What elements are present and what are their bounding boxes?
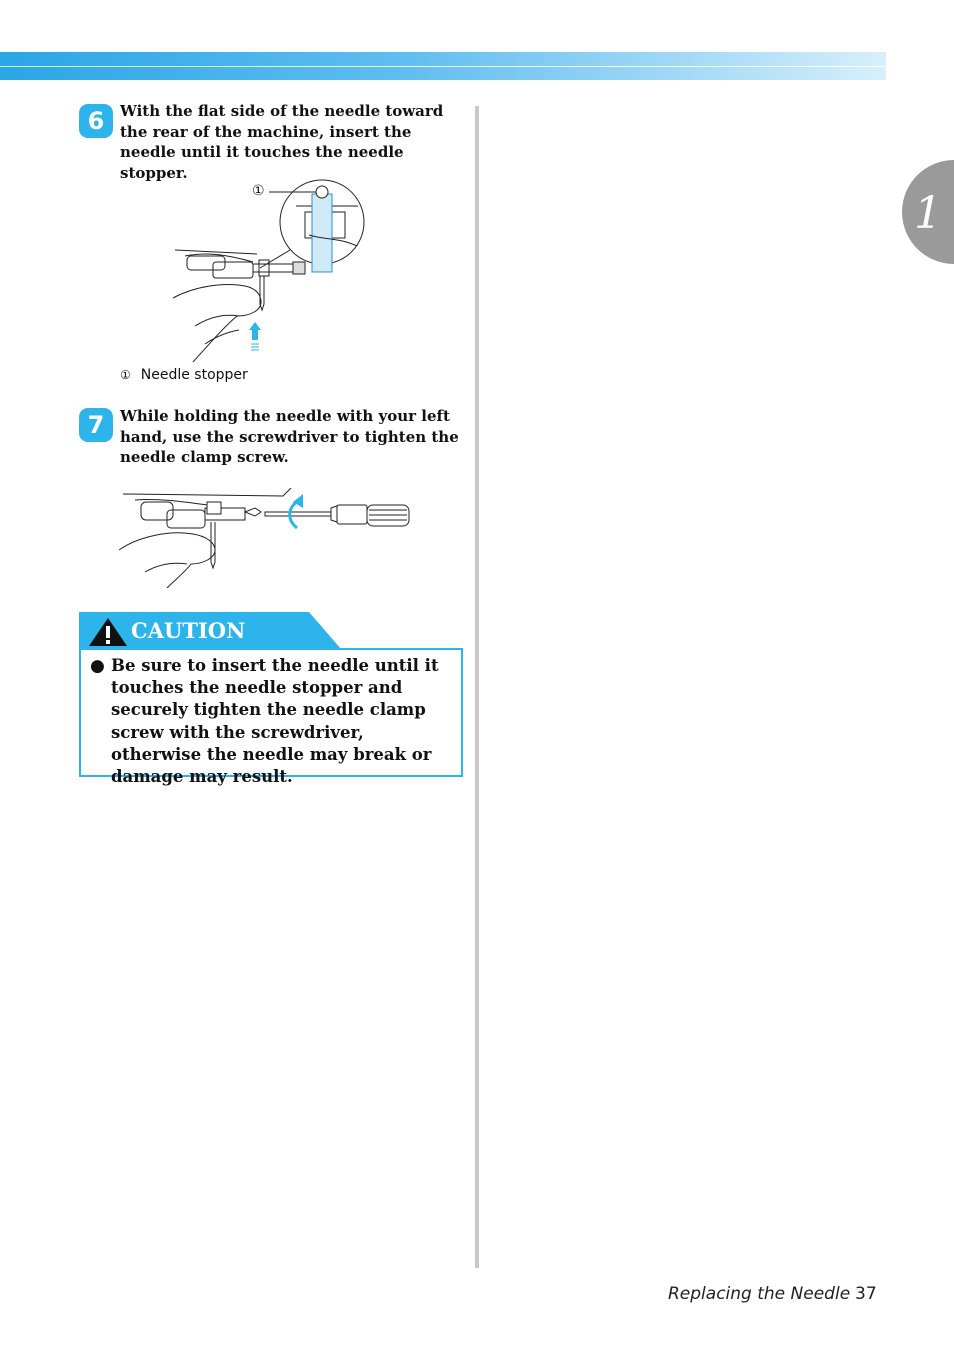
- figure-callout-number: ①: [252, 183, 265, 199]
- step-6-badge: 6: [79, 104, 113, 138]
- needle-insert-illustration: [165, 176, 375, 366]
- step-7-badge: 7: [79, 408, 113, 442]
- screwdriver-illustration: [115, 488, 415, 588]
- caption-number: ①: [120, 368, 131, 382]
- page-number: 37: [855, 1284, 877, 1304]
- caution-text: Be sure to insert the needle until it touches the needle stopper and securely tighten the needle clamp screw with the screwdriver, otherwise the needle may break or damage may result.: [111, 656, 439, 787]
- caption-text: Needle stopper: [140, 367, 248, 383]
- header-band-line: [0, 66, 886, 67]
- footer-section-title: Replacing the Needle: [668, 1284, 851, 1304]
- step-7-text: While holding the needle with your left hand, use the screwdriver to tighten the needle clamp screw.: [120, 407, 459, 466]
- column-divider: [475, 106, 479, 1268]
- caution-bullet: ●: [90, 656, 105, 676]
- caution-title: CAUTION: [131, 618, 246, 643]
- step-6-text: With the flat side of the needle toward the rear of the machine, insert the needle until it touches the needle stopper.: [120, 102, 444, 182]
- chapter-number: 1: [914, 188, 942, 239]
- warning-icon: [88, 617, 128, 647]
- figure-caption: [120, 367, 248, 383]
